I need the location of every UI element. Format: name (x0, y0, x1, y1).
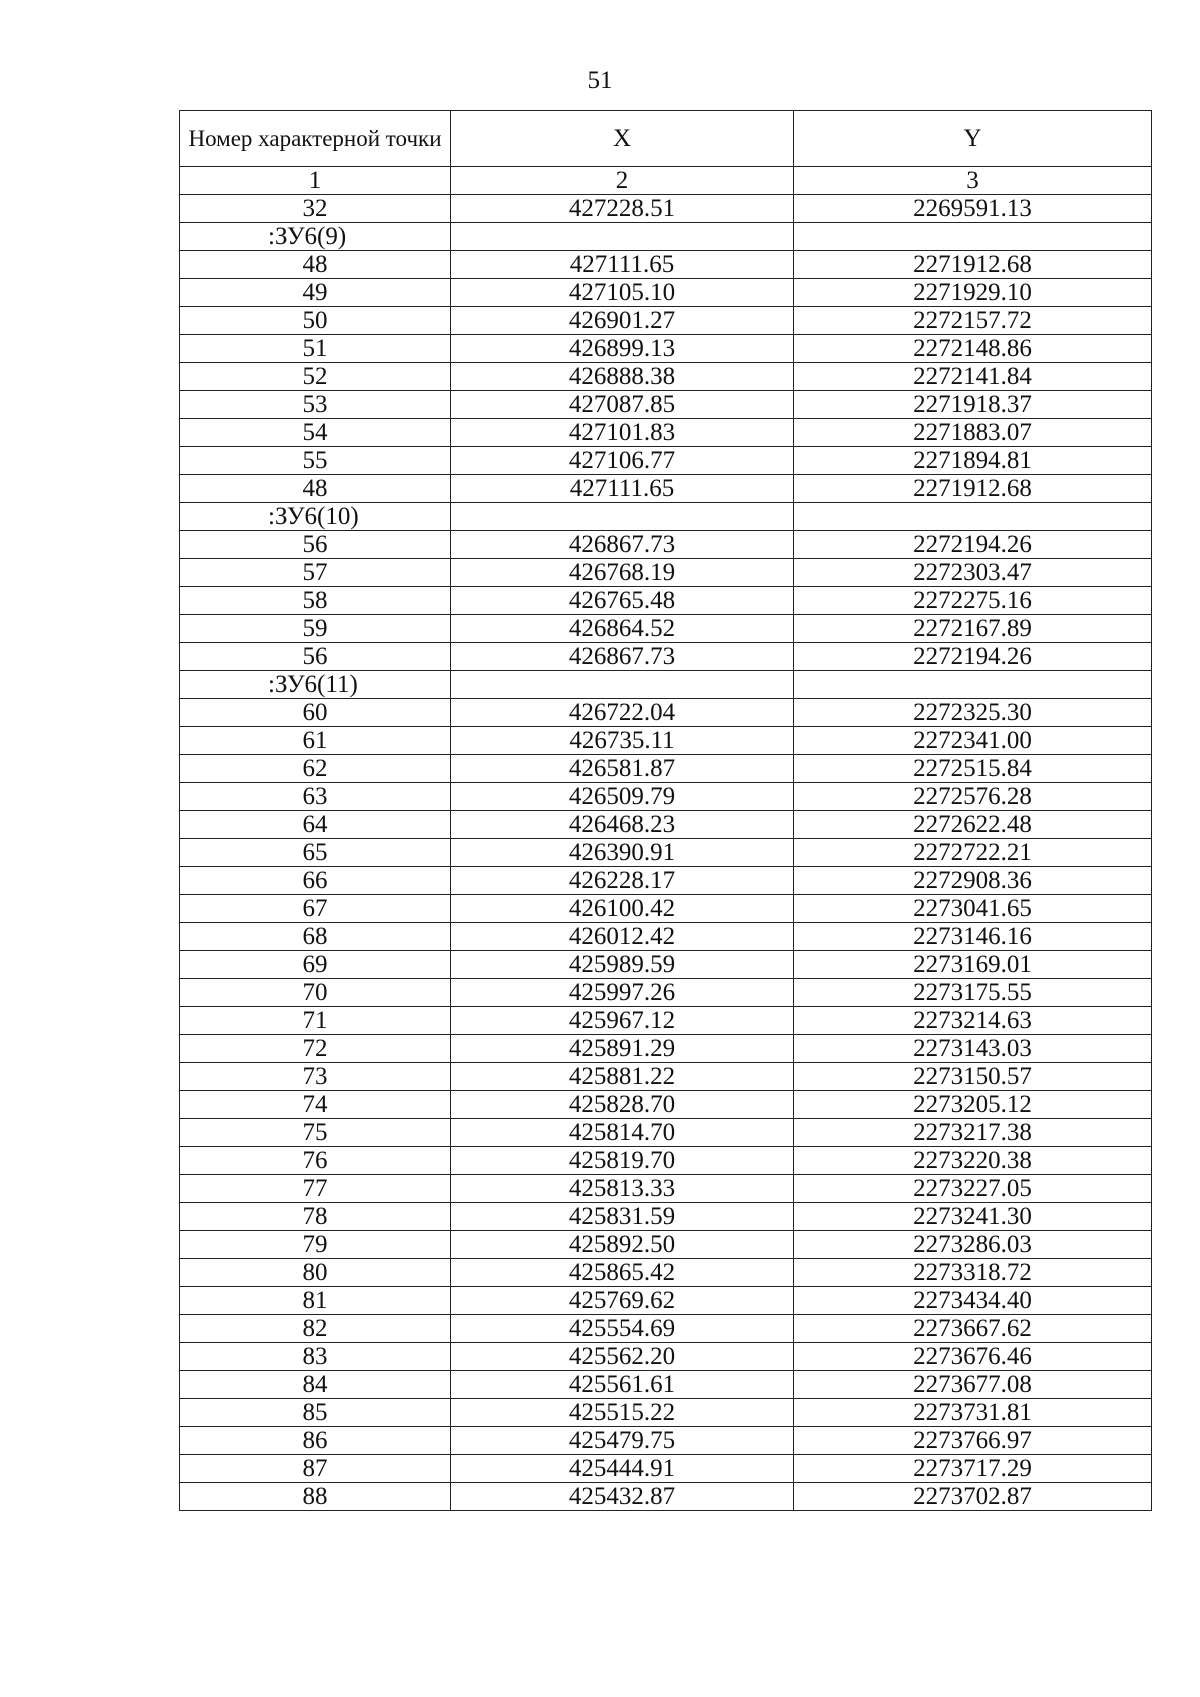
y-coordinate-cell: 2273286.03 (794, 1231, 1152, 1259)
table-row (180, 1091, 1152, 1119)
y-coordinate-cell: 2273717.29 (794, 1455, 1152, 1483)
point-number-cell: 51 (180, 335, 451, 363)
table-row (180, 531, 1152, 559)
point-number-cell: 87 (180, 1455, 451, 1483)
point-number-cell: 88 (180, 1483, 451, 1511)
point-number-cell: 50 (180, 307, 451, 335)
y-coordinate-cell: 2273702.87 (794, 1483, 1152, 1511)
x-coordinate-cell: 427111.65 (451, 475, 794, 503)
column-number-3: 3 (794, 167, 1152, 195)
table-row (180, 1259, 1152, 1287)
point-number-cell: 82 (180, 1315, 451, 1343)
table-row (180, 1175, 1152, 1203)
y-coordinate-cell: 2269591.13 (794, 195, 1152, 223)
table-row (180, 1455, 1152, 1483)
y-coordinate-cell: 2273318.72 (794, 1259, 1152, 1287)
x-coordinate-cell: 426581.87 (451, 755, 794, 783)
table-row (180, 895, 1152, 923)
table-row (180, 783, 1152, 811)
empty-cell (794, 223, 1152, 251)
point-number-cell: 83 (180, 1343, 451, 1371)
y-coordinate-cell: 2273766.97 (794, 1427, 1152, 1455)
x-coordinate-cell: 425891.29 (451, 1035, 794, 1063)
table-row (180, 1427, 1152, 1455)
point-number-cell: 48 (180, 475, 451, 503)
table-row (180, 419, 1152, 447)
x-coordinate-cell: 426867.73 (451, 643, 794, 671)
x-coordinate-cell: 426100.42 (451, 895, 794, 923)
y-coordinate-cell: 2273220.38 (794, 1147, 1152, 1175)
table-row (180, 923, 1152, 951)
point-number-cell: 57 (180, 559, 451, 587)
y-coordinate-cell: 2272515.84 (794, 755, 1152, 783)
x-coordinate-cell: 425997.26 (451, 979, 794, 1007)
y-coordinate-cell: 2272194.26 (794, 531, 1152, 559)
point-number-cell: 73 (180, 1063, 451, 1091)
y-coordinate-cell: 2273217.38 (794, 1119, 1152, 1147)
table-row (180, 1371, 1152, 1399)
point-number-cell: 53 (180, 391, 451, 419)
point-number-cell: 78 (180, 1203, 451, 1231)
empty-cell (451, 503, 794, 531)
x-coordinate-cell: 425432.87 (451, 1483, 794, 1511)
y-coordinate-cell: 2272341.00 (794, 727, 1152, 755)
point-number-cell: 79 (180, 1231, 451, 1259)
column-number-1: 1 (180, 167, 451, 195)
point-number-cell: 67 (180, 895, 451, 923)
point-number-cell: 66 (180, 867, 451, 895)
group-label: :ЗУ6(10) (180, 503, 451, 531)
point-number-cell: 70 (180, 979, 451, 1007)
table-row (180, 363, 1152, 391)
x-coordinate-cell: 425831.59 (451, 1203, 794, 1231)
y-coordinate-cell: 2273227.05 (794, 1175, 1152, 1203)
table-row (180, 1119, 1152, 1147)
table-row (180, 755, 1152, 783)
x-coordinate-cell: 426864.52 (451, 615, 794, 643)
group-label: :ЗУ6(9) (180, 223, 451, 251)
point-number-cell: 60 (180, 699, 451, 727)
table-row (180, 1287, 1152, 1315)
point-number-cell: 61 (180, 727, 451, 755)
x-coordinate-cell: 426901.27 (451, 307, 794, 335)
table-row (180, 307, 1152, 335)
x-coordinate-cell: 427101.83 (451, 419, 794, 447)
x-coordinate-cell: 425562.20 (451, 1343, 794, 1371)
x-coordinate-cell: 425554.69 (451, 1315, 794, 1343)
table-row (180, 1007, 1152, 1035)
point-number-cell: 85 (180, 1399, 451, 1427)
point-number-cell: 81 (180, 1287, 451, 1315)
y-coordinate-cell: 2272275.16 (794, 587, 1152, 615)
y-coordinate-cell: 2272722.21 (794, 839, 1152, 867)
point-number-cell: 64 (180, 811, 451, 839)
table-row (180, 811, 1152, 839)
table-row (180, 559, 1152, 587)
x-coordinate-cell: 425828.70 (451, 1091, 794, 1119)
table-row (180, 839, 1152, 867)
y-coordinate-cell: 2273169.01 (794, 951, 1152, 979)
x-coordinate-cell: 427087.85 (451, 391, 794, 419)
y-coordinate-cell: 2271912.68 (794, 251, 1152, 279)
point-number-cell: 80 (180, 1259, 451, 1287)
x-coordinate-cell: 426899.13 (451, 335, 794, 363)
table-row (180, 1147, 1152, 1175)
point-number-cell: 84 (180, 1371, 451, 1399)
point-number-cell: 55 (180, 447, 451, 475)
table-row (180, 1035, 1152, 1063)
x-coordinate-cell: 425989.59 (451, 951, 794, 979)
y-coordinate-cell: 2273667.62 (794, 1315, 1152, 1343)
x-coordinate-cell: 425769.62 (451, 1287, 794, 1315)
y-coordinate-cell: 2273731.81 (794, 1399, 1152, 1427)
y-coordinate-cell: 2271894.81 (794, 447, 1152, 475)
y-coordinate-cell: 2272194.26 (794, 643, 1152, 671)
table-row (180, 587, 1152, 615)
group-label: :ЗУ6(11) (180, 671, 451, 699)
table-row (180, 195, 1152, 223)
table-row (180, 727, 1152, 755)
table-row (180, 951, 1152, 979)
y-coordinate-cell: 2273146.16 (794, 923, 1152, 951)
table-row (180, 1231, 1152, 1259)
y-coordinate-cell: 2273041.65 (794, 895, 1152, 923)
y-coordinate-cell: 2272141.84 (794, 363, 1152, 391)
table-row (180, 279, 1152, 307)
y-coordinate-cell: 2273143.03 (794, 1035, 1152, 1063)
x-coordinate-cell: 425881.22 (451, 1063, 794, 1091)
table-row (180, 615, 1152, 643)
y-coordinate-cell: 2272167.89 (794, 615, 1152, 643)
x-coordinate-cell: 426468.23 (451, 811, 794, 839)
point-number-cell: 69 (180, 951, 451, 979)
table-row (180, 391, 1152, 419)
x-coordinate-cell: 425444.91 (451, 1455, 794, 1483)
table-row (180, 335, 1152, 363)
table-row (180, 1483, 1152, 1511)
x-coordinate-cell: 426867.73 (451, 531, 794, 559)
table-row (180, 447, 1152, 475)
point-number-cell: 59 (180, 615, 451, 643)
point-number-cell: 65 (180, 839, 451, 867)
table-row (180, 1399, 1152, 1427)
header-point-number: Номер характерной точки (180, 111, 451, 167)
x-coordinate-cell: 425479.75 (451, 1427, 794, 1455)
table-row (180, 475, 1152, 503)
point-number-cell: 72 (180, 1035, 451, 1063)
x-coordinate-cell: 425561.61 (451, 1371, 794, 1399)
table-row (180, 1203, 1152, 1231)
x-coordinate-cell: 426722.04 (451, 699, 794, 727)
x-coordinate-cell: 425865.42 (451, 1259, 794, 1287)
x-coordinate-cell: 426390.91 (451, 839, 794, 867)
table-row (180, 979, 1152, 1007)
column-number-row (180, 167, 1152, 195)
point-number-cell: 56 (180, 643, 451, 671)
table-row (180, 1063, 1152, 1091)
y-coordinate-cell: 2272325.30 (794, 699, 1152, 727)
table-row (180, 1315, 1152, 1343)
y-coordinate-cell: 2273214.63 (794, 1007, 1152, 1035)
y-coordinate-cell: 2273677.08 (794, 1371, 1152, 1399)
page-number: 51 (587, 67, 613, 94)
y-coordinate-cell: 2272148.86 (794, 335, 1152, 363)
x-coordinate-cell: 426765.48 (451, 587, 794, 615)
point-number-cell: 49 (180, 279, 451, 307)
point-number-cell: 63 (180, 783, 451, 811)
group-row (180, 223, 1152, 251)
y-coordinate-cell: 2272576.28 (794, 783, 1152, 811)
x-coordinate-cell: 426228.17 (451, 867, 794, 895)
empty-cell (451, 223, 794, 251)
header-x: X (451, 111, 794, 167)
point-number-cell: 58 (180, 587, 451, 615)
point-number-cell: 56 (180, 531, 451, 559)
point-number-cell: 74 (180, 1091, 451, 1119)
y-coordinate-cell: 2273434.40 (794, 1287, 1152, 1315)
y-coordinate-cell: 2273241.30 (794, 1203, 1152, 1231)
y-coordinate-cell: 2273676.46 (794, 1343, 1152, 1371)
y-coordinate-cell: 2272157.72 (794, 307, 1152, 335)
header-y: Y (794, 111, 1152, 167)
point-number-cell: 48 (180, 251, 451, 279)
y-coordinate-cell: 2273205.12 (794, 1091, 1152, 1119)
x-coordinate-cell: 426509.79 (451, 783, 794, 811)
x-coordinate-cell: 427111.65 (451, 251, 794, 279)
point-number-cell: 71 (180, 1007, 451, 1035)
table-header-row (180, 111, 1152, 167)
point-number-cell: 52 (180, 363, 451, 391)
y-coordinate-cell: 2271912.68 (794, 475, 1152, 503)
y-coordinate-cell: 2273175.55 (794, 979, 1152, 1007)
x-coordinate-cell: 427106.77 (451, 447, 794, 475)
x-coordinate-cell: 425515.22 (451, 1399, 794, 1427)
table-row (180, 251, 1152, 279)
x-coordinate-cell: 426888.38 (451, 363, 794, 391)
table-row (180, 699, 1152, 727)
y-coordinate-cell: 2273150.57 (794, 1063, 1152, 1091)
point-number-cell: 77 (180, 1175, 451, 1203)
empty-cell (451, 671, 794, 699)
x-coordinate-cell: 425813.33 (451, 1175, 794, 1203)
point-number-cell: 86 (180, 1427, 451, 1455)
point-number-cell: 76 (180, 1147, 451, 1175)
y-coordinate-cell: 2272622.48 (794, 811, 1152, 839)
x-coordinate-cell: 427105.10 (451, 279, 794, 307)
empty-cell (794, 671, 1152, 699)
x-coordinate-cell: 426735.11 (451, 727, 794, 755)
point-number-cell: 62 (180, 755, 451, 783)
table-row (180, 867, 1152, 895)
point-number-cell: 68 (180, 923, 451, 951)
x-coordinate-cell: 425819.70 (451, 1147, 794, 1175)
x-coordinate-cell: 425892.50 (451, 1231, 794, 1259)
coordinates-table (179, 110, 1152, 1511)
x-coordinate-cell: 427228.51 (451, 195, 794, 223)
y-coordinate-cell: 2272908.36 (794, 867, 1152, 895)
x-coordinate-cell: 425814.70 (451, 1119, 794, 1147)
x-coordinate-cell: 426768.19 (451, 559, 794, 587)
point-number-cell: 54 (180, 419, 451, 447)
y-coordinate-cell: 2271929.10 (794, 279, 1152, 307)
group-row (180, 671, 1152, 699)
table-row (180, 643, 1152, 671)
x-coordinate-cell: 426012.42 (451, 923, 794, 951)
group-row (180, 503, 1152, 531)
y-coordinate-cell: 2271883.07 (794, 419, 1152, 447)
column-number-2: 2 (451, 167, 794, 195)
point-number-cell: 75 (180, 1119, 451, 1147)
table-body (180, 195, 1152, 1511)
y-coordinate-cell: 2271918.37 (794, 391, 1152, 419)
empty-cell (794, 503, 1152, 531)
x-coordinate-cell: 425967.12 (451, 1007, 794, 1035)
table-row (180, 1343, 1152, 1371)
point-number-cell: 32 (180, 195, 451, 223)
y-coordinate-cell: 2272303.47 (794, 559, 1152, 587)
